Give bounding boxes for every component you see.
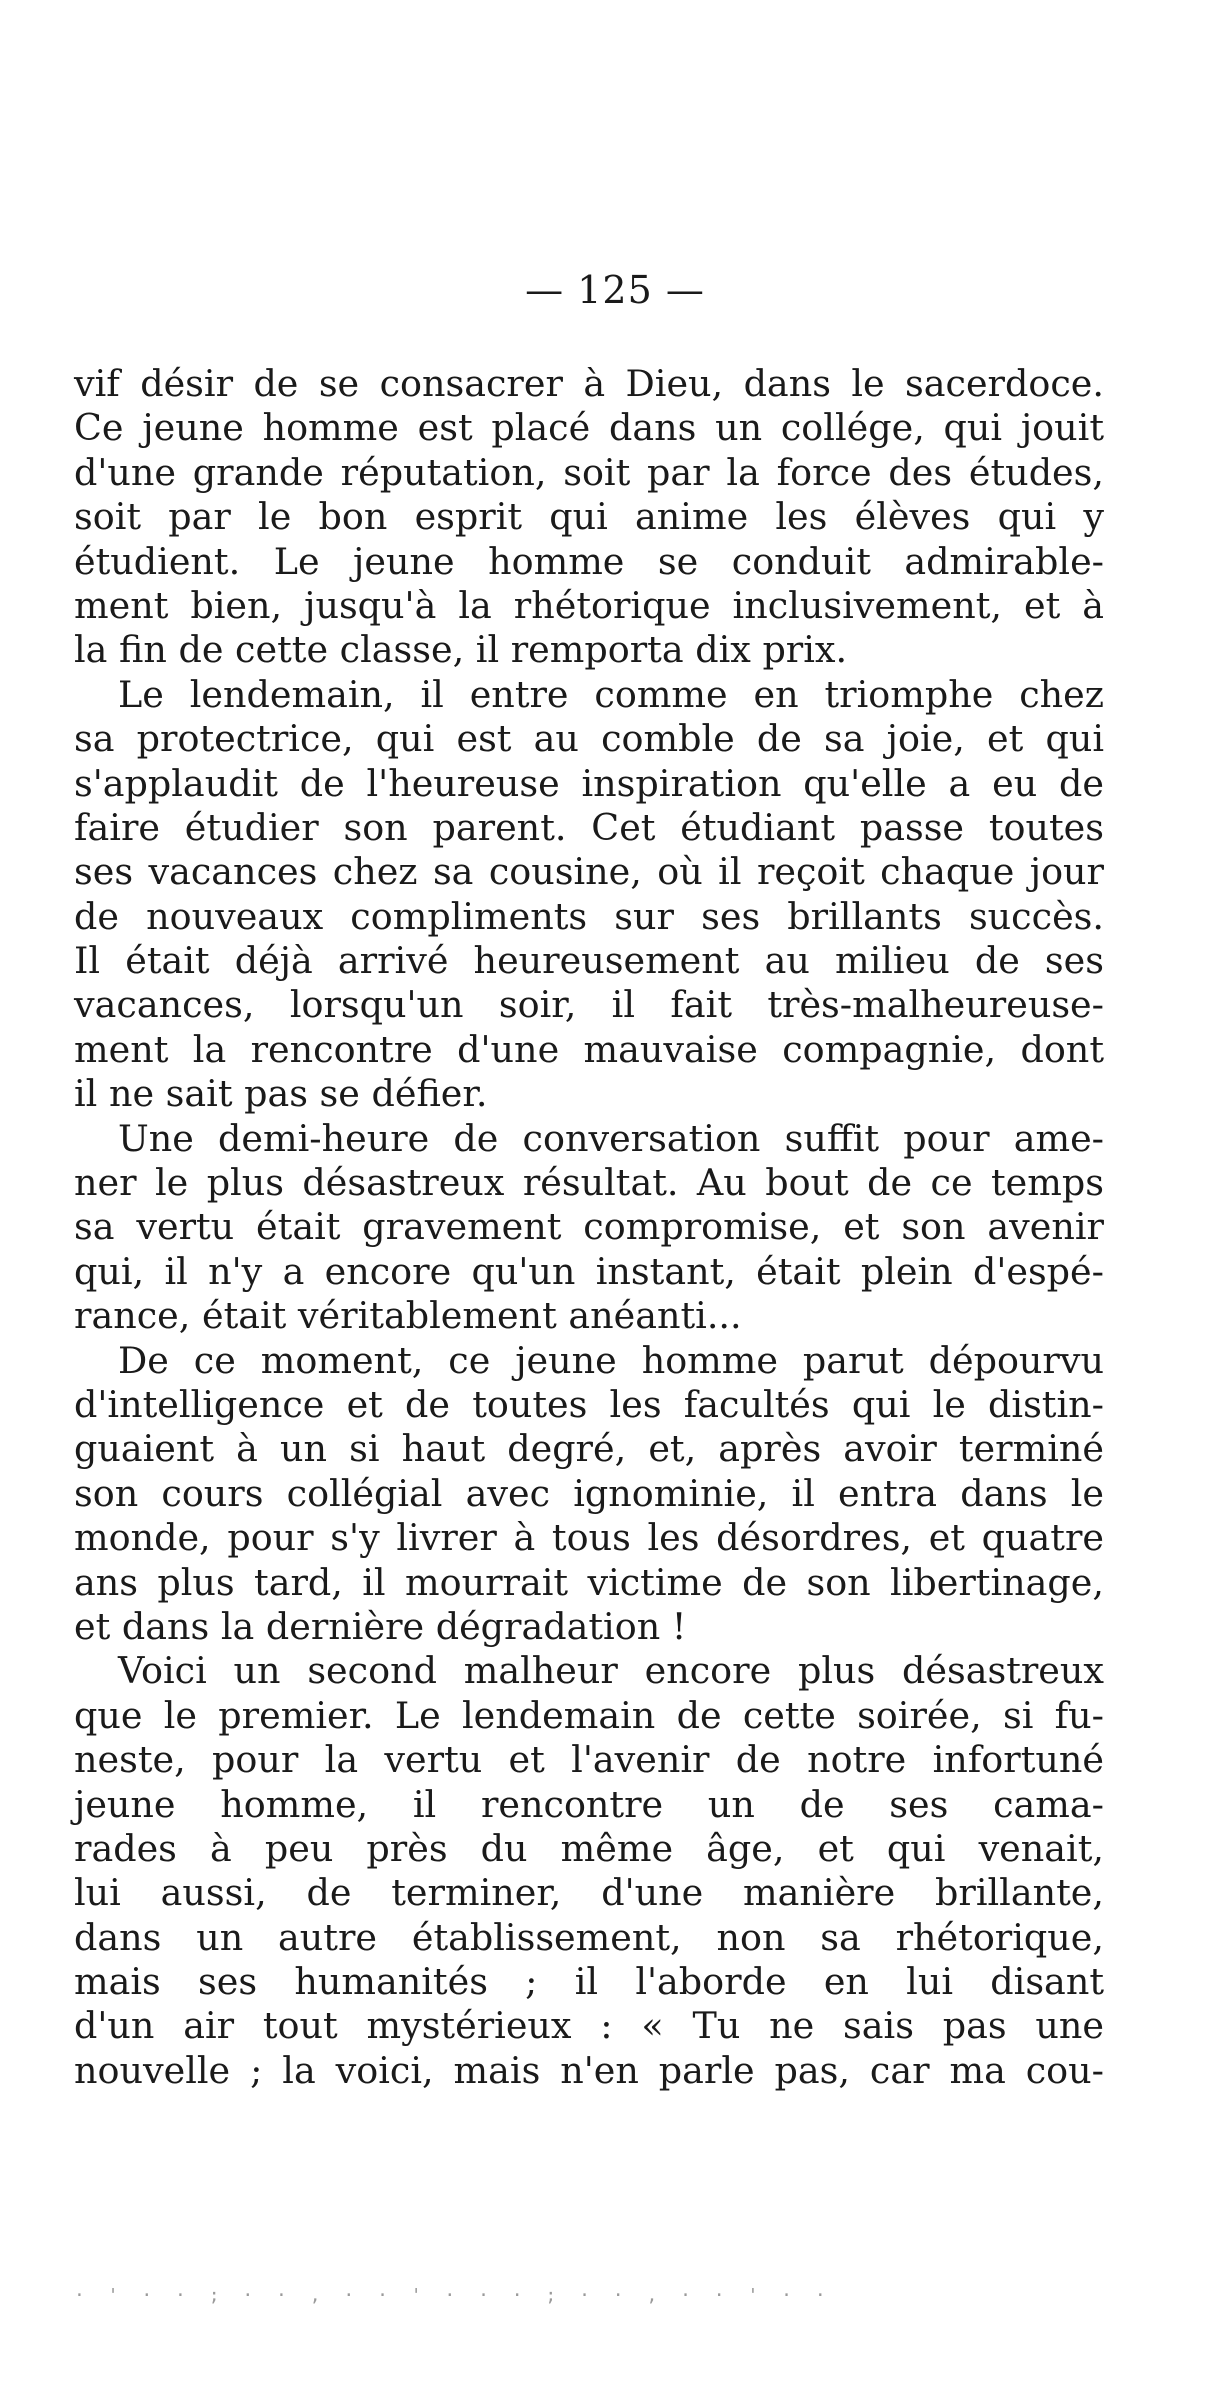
text-line: d'un air tout mystérieux : « Tu ne sais pas une — [74, 2004, 1104, 2048]
text-line: soit par le bon esprit qui anime les élèves qui y — [74, 495, 1104, 539]
text-line: étudient. Le jeune homme se conduit admirable- — [74, 539, 1104, 583]
text-line: ans plus tard, il mourrait victime de son libertinage, — [74, 1560, 1104, 1604]
text-line: vif désir de se consacrer à Dieu, dans le sacerdoce. — [74, 362, 1104, 405]
text-line: Il était déjà arrivé heureusement au milieu de ses — [74, 939, 1104, 983]
text-line: sa protectrice, qui est au comble de sa joie, et qui — [74, 717, 1104, 761]
text-line: que le premier. Le lendemain de cette soirée, si fu- — [74, 1693, 1104, 1737]
text-line: et dans la dernière dégradation ! — [74, 1604, 687, 1648]
text-line: d'une grande réputation, soit par la force des études, — [74, 450, 1104, 494]
text-line: son cours collégial avec ignominie, il entra dans le — [74, 1471, 1104, 1515]
text-line: jeune homme, il rencontre un de ses cama- — [74, 1782, 1104, 1826]
text-line: Ce jeune homme est placé dans un collége, qui jouit — [74, 406, 1104, 450]
text-line: dans un autre établissement, non sa rhétorique, — [74, 1915, 1104, 1959]
text-line: Voici un second malheur encore plus désastreux — [118, 1649, 1104, 1693]
text-line: qui, il n'y a encore qu'un instant, était plein d'espé- — [74, 1249, 1104, 1293]
text-line: de nouveaux compliments sur ses brillants succès. — [74, 894, 1104, 938]
text-line: guaient à un si haut degré, et, après avoir terminé — [74, 1427, 1104, 1471]
text-line: Le lendemain, il entre comme en triomphe chez — [118, 672, 1104, 716]
body-text — [74, 362, 1104, 2093]
text-line: sa vertu était gravement compromise, et son avenir — [74, 1205, 1104, 1249]
text-line: De ce moment, ce jeune homme parut dépourvu — [118, 1338, 1104, 1382]
text-line: il ne sait pas se défier. — [74, 1072, 488, 1116]
text-line: vacances, lorsqu'un soir, il fait très-malheureuse- — [74, 983, 1104, 1027]
text-line: ner le plus désastreux résultat. Au bout de ce temps — [74, 1161, 1104, 1205]
text-line: s'applaudit de l'heureuse inspiration qu'elle a eu de — [74, 761, 1104, 805]
text-line: la fin de cette classe, il remporta dix prix. — [74, 628, 848, 672]
text-line: Une demi-heure de conversation suffit pour ame- — [118, 1116, 1104, 1160]
text-line: neste, pour la vertu et l'avenir de notre infortuné — [74, 1738, 1104, 1782]
text-line: ses vacances chez sa cousine, où il reçoit chaque jour — [74, 850, 1104, 894]
text-line: mais ses humanités ; il l'aborde en lui disant — [74, 1960, 1104, 2004]
text-line: d'intelligence et de toutes les facultés qui le distin- — [74, 1382, 1104, 1426]
text-line: faire étudier son parent. Cet étudiant passe toutes — [74, 805, 1104, 849]
text-line: lui aussi, de terminer, d'une manière brillante, — [74, 1871, 1104, 1915]
page-number: — 125 — — [525, 268, 705, 312]
text-line: monde, pour s'y livrer à tous les désordres, et quatre — [74, 1516, 1104, 1560]
text-line: rades à peu près du même âge, et qui venait, — [74, 1826, 1104, 1870]
text-line: ment bien, jusqu'à la rhétorique inclusivement, et à — [74, 583, 1104, 627]
scan-noise: · ' · · ; · · , · · ' · · · ; · · , · · ' · · — [74, 2285, 832, 2306]
text-line: ment la rencontre d'une mauvaise compagnie, dont — [74, 1027, 1104, 1071]
text-line: nouvelle ; la voici, mais n'en parle pas, car ma cou- — [74, 2048, 1104, 2092]
text-line: rance, était véritablement anéanti... — [74, 1294, 742, 1338]
